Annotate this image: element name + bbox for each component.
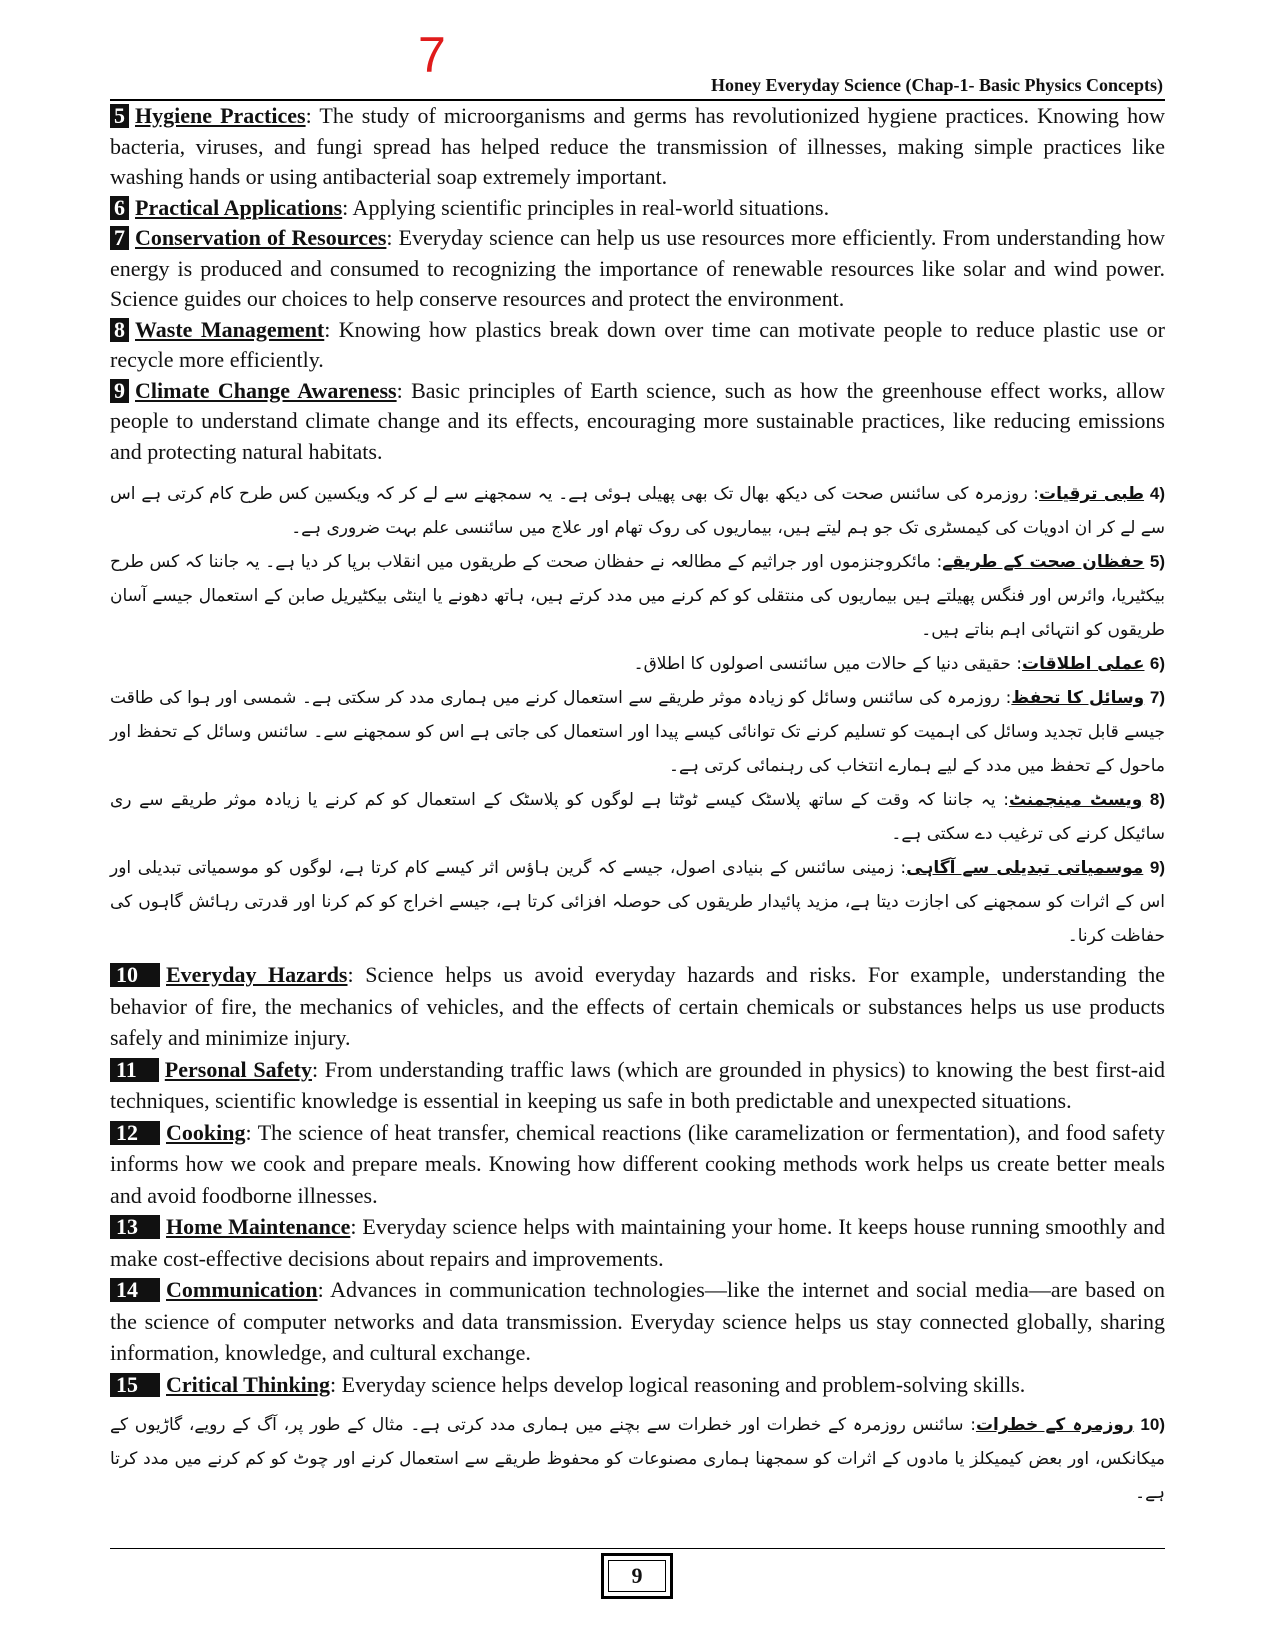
item-term: Personal Safety [164, 1056, 312, 1082]
item-text: : The study of microorganisms and germs has revolutionized hygiene practices. Knowing how bacteria, viruses, and fungi spread has helped reduce the transmission of illnesses, making simple practices like washing hands or using antibacterial soap extremely important. [110, 103, 1165, 189]
item-number-badge: 11 [110, 1058, 159, 1082]
urdu-item-text: : حقیقی دنیا کے حالات میں سائنسی اصولوں کا اطلاق۔ [633, 654, 1023, 674]
urdu-item-text: : زمینی سائنس کے بنیادی اصول، جیسے کہ گرین ہاؤس اثر کیسے کام کرتا ہے، لوگوں کو موسمیاتی تبدیلی اور اس کے اثرات کو سمجھنے کی اجازت دیتا ہے، مزید پائیدار طریقوں کی حوصلہ افزائی کرتا ہے، جیسے اخراج کو کم کرنا اور قدرتی رہائش گاہوں کی حفاظت کرنا۔ [110, 858, 1165, 946]
item-number-badge: 7 [110, 226, 129, 250]
page-number-box [601, 1553, 673, 1599]
urdu-item-text: : مائکروجنزموں اور جراثیم کے مطالعہ نے حفظان صحت کے طریقوں میں انقلاب برپا کر دیا ہے۔ یہ جاننا کہ کس طرح بیکٹیریا، وائرس اور فنگس پھیلتے ہیں بیماریوں کی منتقلی کو کم کرنے میں مدد کرتے ہیں، ہاتھ دھونے یا اینٹی بیکٹیریل صابن کے استعمال جیسے آسان طریقوں کو انتہائی اہم بناتے ہیں۔ [110, 552, 1165, 640]
item-paragraph [110, 315, 1165, 376]
item-text: : Advances in communication technologies—like the internet and social media—are based on the science of computer networks and data transmission. Everyday science helps us stay connected globally, sharing information, knowledge, and cultural exchange. [110, 1277, 1165, 1365]
page-number: 9 [608, 1560, 666, 1592]
item-paragraph [110, 1369, 1165, 1401]
item-text: : Applying scientific principles in real-world situations. [342, 194, 830, 220]
item-term: Cooking [166, 1119, 246, 1145]
urdu-item-term: حفظان صحت کے طریقے [942, 552, 1145, 572]
item-number-badge: 15 [110, 1373, 160, 1397]
urdu-item-text: : روزمرہ کی سائنس صحت کی دیکھ بھال تک بھی پھیلی ہوئی ہے۔ یہ سمجھنے سے لے کر کہ ویکسین کس طرح کام کرتی ہے اس سے لے کر ان ادویات کی کیمسٹری تک جو ہم لیتے ہیں، بیماریوں کی روک تھام اور علاج میں سائنسی علم بہت ضروری ہے۔ [110, 484, 1165, 538]
urdu-item-text: : روزمرہ کی سائنس وسائل کو زیادہ موثر طریقے سے استعمال کرنے میں ہماری مدد کر سکتی ہے۔ شمسی اور ہوا کی طاقت جیسے قابل تجدید وسائل کی اہمیت کو تسلیم کرنے تک توانائی کیسے پیدا اور استعمال کی جاتی ہے اس کو سمجھنے سے۔ سائنس وسائل کے تحفظ اور ماحول کے تحفظ میں مدد کے لیے ہمارے انتخاب کی رہنمائی کرتی ہے۔ [110, 688, 1165, 776]
item-text: : Knowing how plastics break down over time can motivate people to reduce plastic use or recycle more efficiently. [110, 316, 1166, 372]
item-paragraph [110, 376, 1165, 468]
item-text: : Everyday science helps develop logical reasoning and problem-solving skills. [330, 1371, 1026, 1397]
urdu-item-term: ویسٹ مینجمنٹ [1008, 790, 1143, 810]
urdu-item-paragraph [110, 647, 1165, 681]
urdu-item-paragraph [110, 783, 1165, 851]
urdu-item-term: وسائل کا تحفظ [1011, 688, 1145, 708]
item-text: : The science of heat transfer, chemical reactions (like caramelization or fermentation), and food safety informs how we cook and prepare meals. Knowing how different cooking methods work helps us create better meals and avoid foodborne illnesses. [110, 1119, 1165, 1208]
item-number-badge: 12 [110, 1121, 160, 1145]
urdu-item-number: 8) [1149, 790, 1165, 809]
item-number-badge: 10 [110, 963, 160, 987]
item-term: Climate Change Awareness [135, 377, 397, 403]
item-paragraph [110, 1054, 1165, 1117]
item-term: Critical Thinking [166, 1371, 331, 1397]
item-number-badge: 14 [110, 1278, 160, 1302]
urdu-item-term: روزمرہ کے خطرات [975, 1415, 1134, 1435]
item-term: Conservation of Resources [135, 225, 387, 250]
urdu-item-number: 10) [1140, 1415, 1165, 1434]
urdu-item-text: : یہ جاننا کہ وقت کے ساتھ پلاسٹک کیسے ٹوٹتا ہے لوگوں کو پلاسٹک کے استعمال کو کم کرنے یا زیادہ موثر طریقے سے ری سائیکل کرنے کی ترغیب دے سکتی ہے۔ [110, 790, 1165, 844]
item-number-badge: 5 [110, 104, 129, 128]
item-text: : Everyday science can help us use resources more efficiently. From understanding how energy is produced and consumed to recognizing the importance of renewable resources like solar and wind power. Science guides our choices to help conserve resources and protect the environment. [110, 225, 1166, 311]
urdu-item-number: 4) [1149, 484, 1165, 503]
page-header: Honey Everyday Science (Chap-1- Basic Physics Concepts) [711, 75, 1163, 95]
urdu-item-text: : سائنس روزمرہ کے خطرات اور خطرات سے بچنے میں ہماری مدد کرتی ہے۔ مثال کے طور پر، آگ کے رویے، گاڑیوں کے میکانکس، اور بعض کیمیکلز یا مادوں کے اثرات کو سمجھنا ہماری مصنوعات کو محفوظ طریقے سے استعمال کرنے اور چوٹ کو کم کرنے میں مدد کرتا ہے۔ [110, 1415, 1165, 1503]
item-paragraph [110, 193, 1165, 224]
item-term: Everyday Hazards [166, 962, 348, 987]
item-term: Communication [166, 1277, 318, 1302]
urdu-item-paragraph [110, 1408, 1165, 1510]
item-term: Practical Applications [135, 194, 343, 220]
page-content [110, 101, 1165, 1510]
urdu-item-paragraph [110, 477, 1165, 545]
item-term: Hygiene Practices [135, 103, 306, 128]
corner-page-number: 7 [418, 27, 446, 83]
item-paragraph [110, 101, 1165, 193]
urdu-item-paragraph [110, 851, 1165, 953]
item-paragraph [110, 1117, 1165, 1212]
urdu-item-term: موسمیاتی تبدیلی سے آگاہی [906, 858, 1144, 878]
urdu-section-2 [110, 1408, 1165, 1510]
item-paragraph [110, 1211, 1165, 1274]
item-paragraph [110, 959, 1165, 1054]
english-section-1 [110, 101, 1165, 467]
item-paragraph [110, 1274, 1165, 1369]
item-text: : Basic principles of Earth science, such as how the greenhouse effect works, allow people to understand climate change and its effects, encouraging more sustainable practices, like reducing emissions and protecting natural habitats. [110, 377, 1165, 464]
item-number-badge: 8 [110, 318, 129, 342]
english-section-2 [110, 959, 1165, 1400]
urdu-item-paragraph [110, 681, 1165, 783]
item-term: Waste Management [135, 316, 325, 342]
urdu-item-term: عملی اطلاقات [1022, 654, 1145, 674]
item-text: : Science helps us avoid everyday hazards and risks. For example, understanding the behavior of fire, the mechanics of vehicles, and the effects of certain chemicals or substances helps us use products safely and minimize injury. [110, 962, 1165, 1050]
item-text: : From understanding traffic laws (which are grounded in physics) to knowing the best first-aid techniques, scientific knowledge is essential in keeping us safe in both predictable and unexpected situations. [110, 1056, 1165, 1113]
urdu-section-1 [110, 477, 1165, 953]
item-number-badge: 9 [110, 379, 129, 403]
urdu-item-number: 5) [1149, 552, 1165, 571]
urdu-item-paragraph [110, 545, 1165, 647]
urdu-item-number: 9) [1149, 858, 1166, 877]
urdu-item-number: 7) [1149, 688, 1166, 707]
item-term: Home Maintenance [166, 1214, 351, 1239]
item-text: : Everyday science helps with maintaining your home. It keeps house running smoothly and make cost-effective decisions about repairs and improvements. [110, 1214, 1166, 1271]
item-number-badge: 13 [110, 1215, 160, 1239]
urdu-item-number: 6) [1149, 654, 1165, 673]
item-paragraph [110, 223, 1165, 315]
urdu-item-term: طبی ترقیات [1039, 484, 1145, 504]
footer-rule [110, 1548, 1165, 1549]
item-number-badge: 6 [110, 196, 129, 220]
